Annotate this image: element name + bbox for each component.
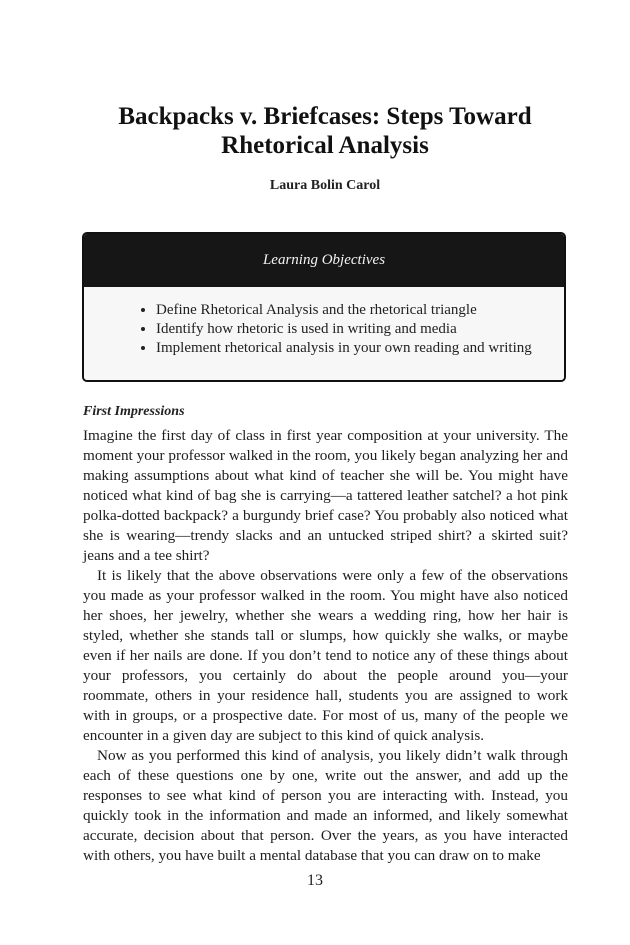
learning-objectives-list <box>84 301 564 358</box>
paragraph: Now as you performed this kind of analysis, you likely didn’t walk through each of these questions one by one, write out the answer, and add up the responses to see what kind of person you are interacting with. Instead, you quickly took in the information and made an informed, and likely somewhat accurate, decision about that person. Over the years, as you have interacted with others, you have built a mental database that you can draw on to make <box>83 747 568 864</box>
paragraph: Imagine the first day of class in first year composition at your university. The moment your professor walked in the room, you likely began analyzing her and making assumptions about what kind of teacher she will be. You might have noticed what kind of bag she is carrying—a tattered leather satchel? a hot pink polka-dotted backpack? a burgundy brief case? You probably also noticed what she is wearing—trendy slacks and an untucked striped shirt? a skirted suit? jeans and a tee shirt? <box>83 427 568 564</box>
learning-objectives-body <box>84 287 564 382</box>
body-text <box>83 426 568 866</box>
chapter-author: Laura Bolin Carol <box>269 178 381 193</box>
chapter-title: Backpacks v. Briefcases: Steps Toward Rhetorical Analysis <box>118 103 532 159</box>
section-heading: First Impressions <box>83 404 185 419</box>
paragraph: It is likely that the above observations were only a few of the observations you made as your professor walked in the room. You might have also noticed her shoes, her jewelry, whether she wears a wedding ring, how her hair is styled, whether she stands tall or slumps, how quickly she walks, or maybe even if her nails are done. If you don’t tend to notice any of these things about your professors, you certainly do about the people around you—your roommate, others in your residence hall, students you are assigned to work with in groups, or a prospective date. For most of us, many of the people we encounter in a given day are subject to this kind of quick analysis. <box>83 567 568 744</box>
objective-item: • Identify how rhetoric is used in writing and media <box>156 320 564 339</box>
page-number: 13 <box>307 872 323 889</box>
objective-item: • Implement rhetorical analysis in your own reading and writing <box>156 339 564 358</box>
learning-objectives-heading: Learning Objectives <box>84 234 564 287</box>
objective-item: • Define Rhetorical Analysis and the rhetorical triangle <box>156 301 564 320</box>
learning-objectives-box <box>82 232 566 382</box>
